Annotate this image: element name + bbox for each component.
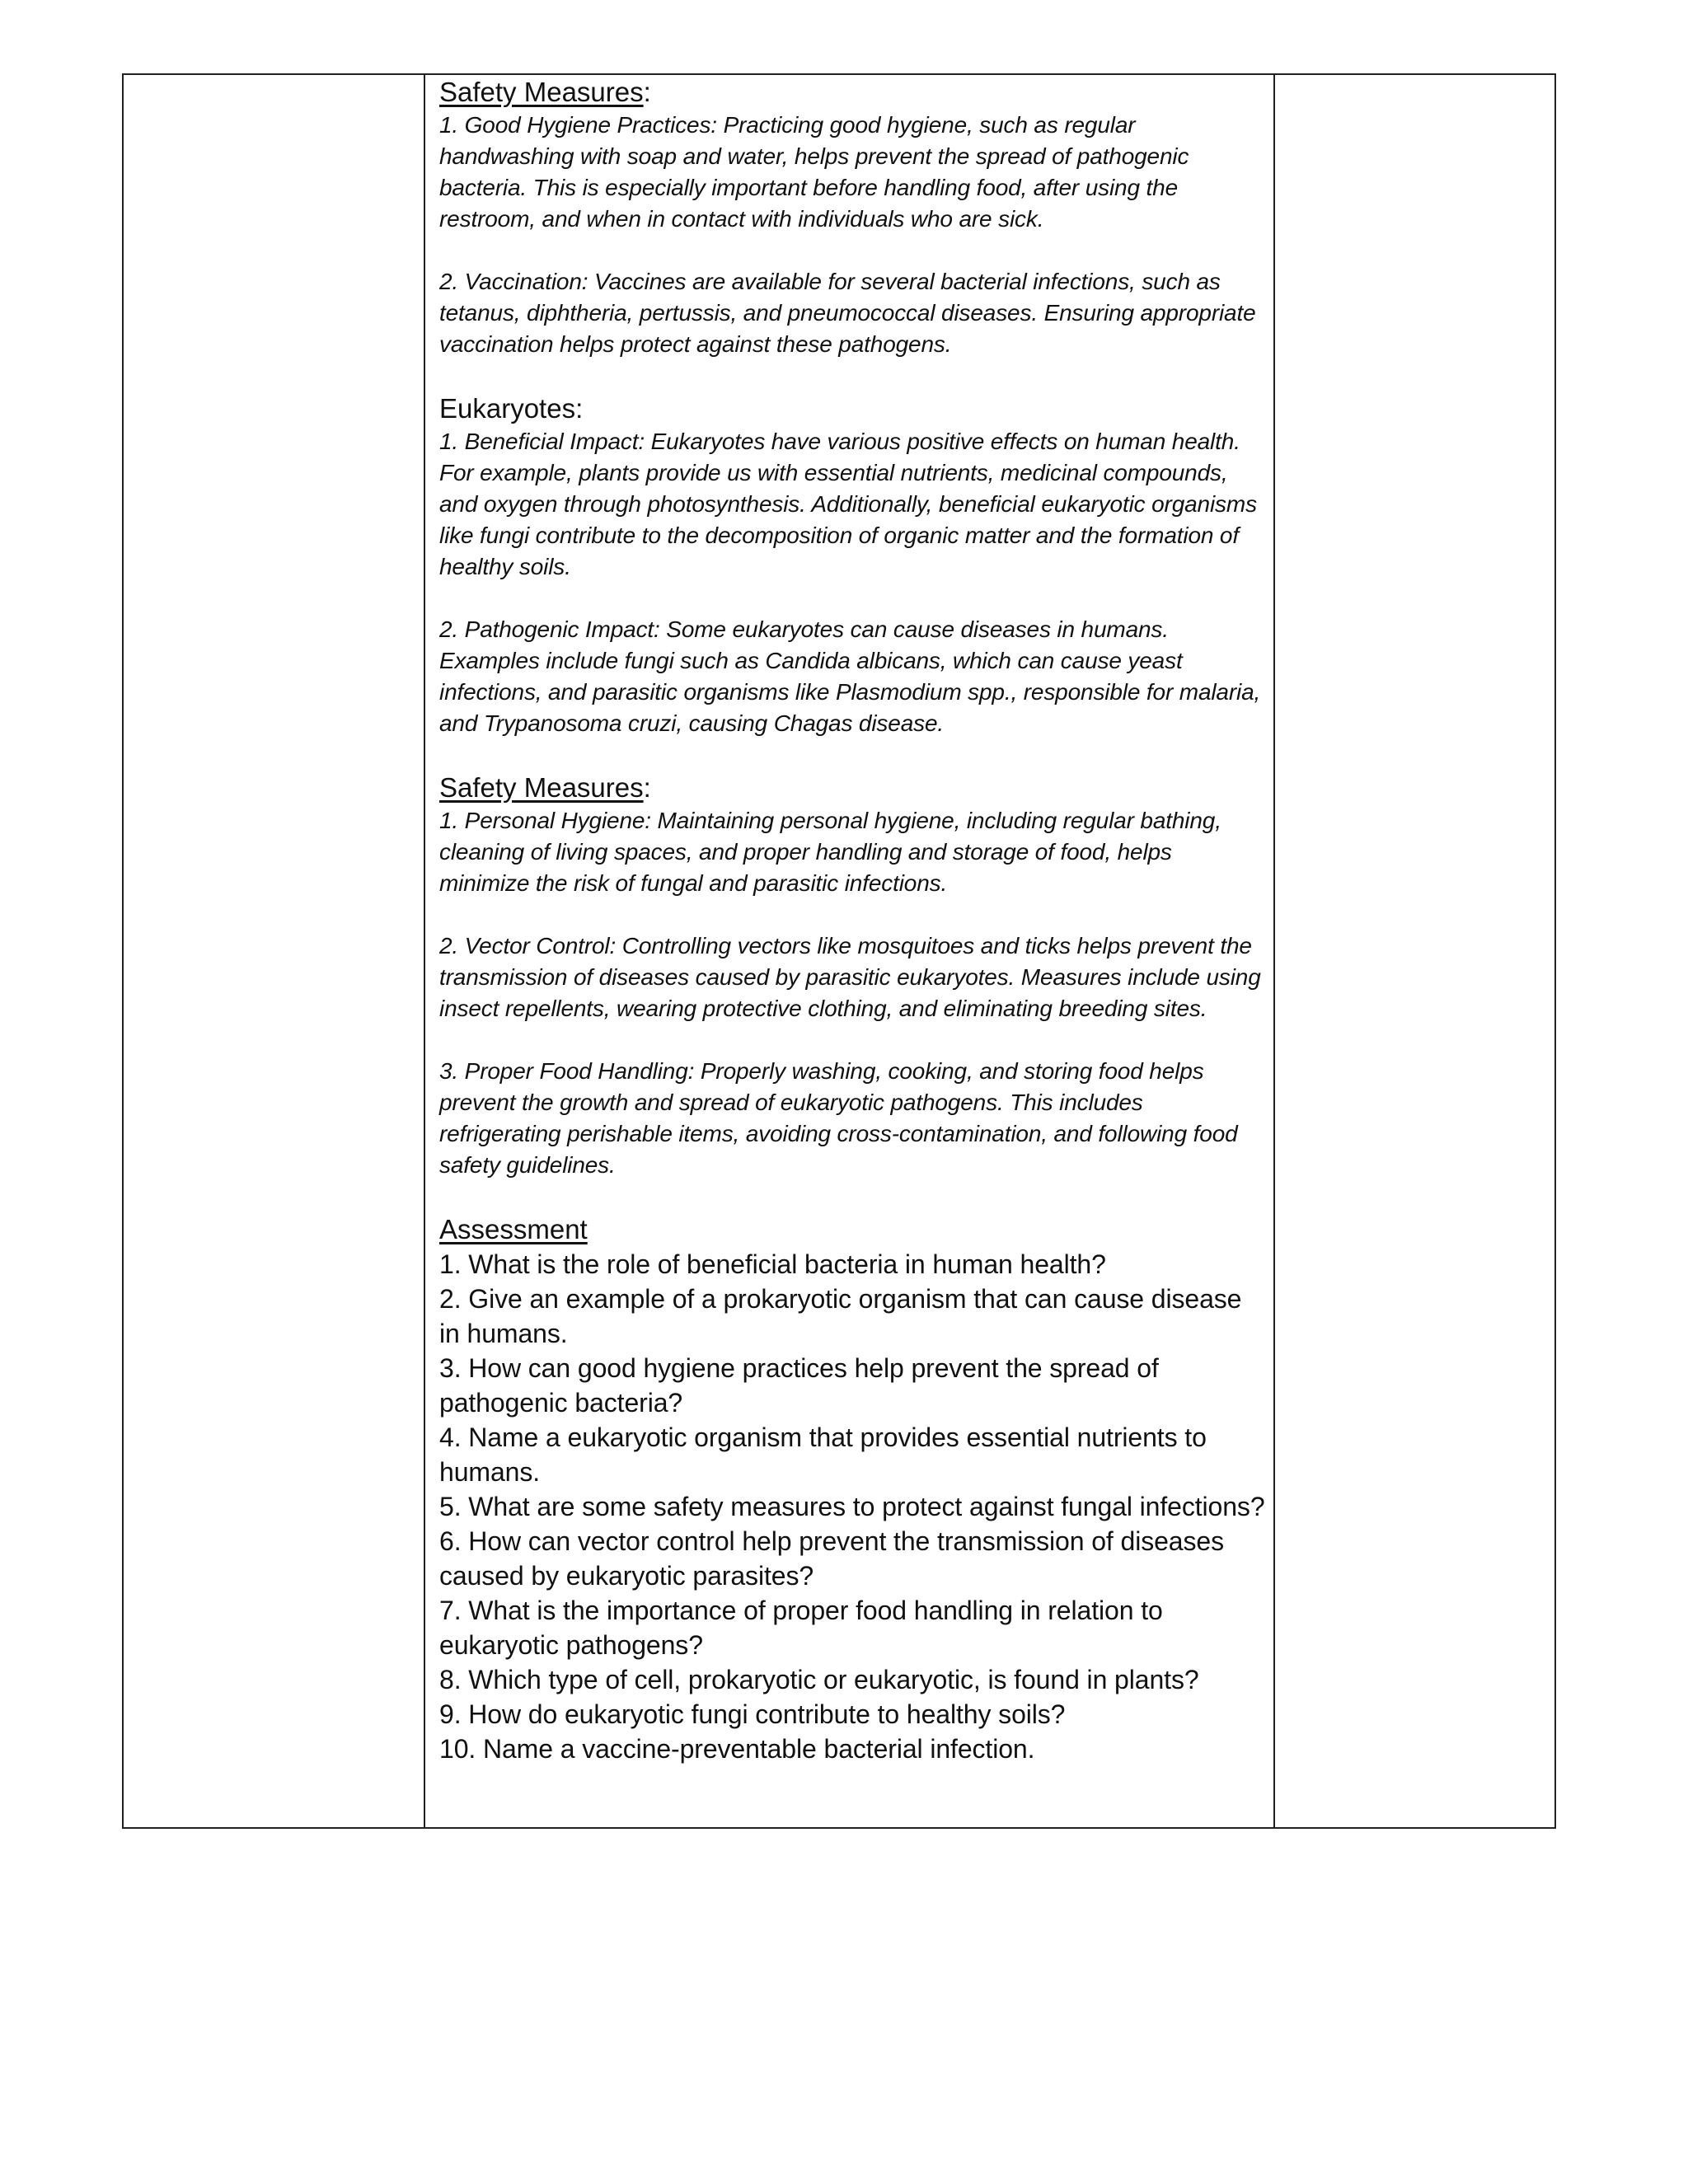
assessment-question: 7. What is the importance of proper food handling in relation to eukaryotic pathogens?	[439, 1596, 1163, 1660]
spacer	[439, 360, 1268, 391]
eukaryote-safety-heading	[439, 771, 1268, 805]
spacer	[439, 1024, 1268, 1056]
bacteria-safety-heading	[439, 75, 1268, 110]
spacer	[439, 235, 1268, 266]
assessment-question: 5. What are some safety measures to protect against fungal infections?	[439, 1492, 1265, 1521]
assessment-question: 10. Name a vaccine-preventable bacterial infection.	[439, 1734, 1035, 1764]
spacer	[439, 1181, 1268, 1212]
table-content-column	[425, 75, 1275, 1827]
assessment-question: 3. How can good hygiene practices help prevent the spread of pathogenic bacteria?	[439, 1353, 1159, 1418]
assessment-heading-text: Assessment	[439, 1214, 588, 1244]
eukaryotes-heading: Eukaryotes:	[439, 393, 584, 424]
eukaryote-safety-item-personal-hygiene: 1. Personal Hygiene: Maintaining personal hygiene, including regular bathing, cleaning of living spaces, and proper handling and storage of food, helps minimize the risk of fungal and parasitic infections.	[439, 808, 1221, 896]
lesson-table	[122, 73, 1556, 1829]
assessment-question: 1. What is the role of beneficial bacteria in human health?	[439, 1249, 1106, 1279]
table-left-column	[124, 75, 425, 1827]
bacteria-safety-item-vaccination: 2. Vaccination: Vaccines are available for several bacterial infections, such as tetanus, diphtheria, pertussis, and pneumococcal diseases. Ensuring appropriate vaccination helps protect against these pathogens.	[439, 269, 1256, 357]
spacer	[439, 739, 1268, 771]
eukaryote-safety-item-vector-control: 2. Vector Control: Controlling vectors like mosquitoes and ticks helps prevent the transmission of diseases caused by parasitic eukaryotes. Measures include using insect repellents, wearing protective clothing, and eliminating breeding sites.	[439, 933, 1261, 1021]
eukaryote-safety-heading-colon: :	[643, 772, 651, 803]
eukaryotes-item-pathogenic: 2. Pathogenic Impact: Some eukaryotes can cause diseases in humans. Examples include fungi such as Candida albicans, which can cause yeast infections, and parasitic organisms like Plasmodium spp., responsible for malaria, and Trypanosoma cruzi, causing Chagas disease.	[439, 616, 1261, 736]
assessment-question: 8. Which type of cell, prokaryotic or eukaryotic, is found in plants?	[439, 1665, 1199, 1694]
assessment-question-list	[439, 1247, 1268, 1766]
spacer	[439, 899, 1268, 930]
spacer	[439, 583, 1268, 614]
assessment-question: 9. How do eukaryotic fungi contribute to healthy soils?	[439, 1699, 1066, 1729]
assessment-question: 2. Give an example of a prokaryotic organism that can cause disease in humans.	[439, 1284, 1242, 1348]
eukaryote-safety-heading-text: Safety Measures	[439, 772, 644, 803]
bacteria-safety-item-hygiene: 1. Good Hygiene Practices: Practicing good hygiene, such as regular handwashing with soap and water, helps prevent the spread of pathogenic bacteria. This is especially important before handling food, after using the restroom, and when in contact with individuals who are sick.	[439, 112, 1189, 232]
eukaryotes-item-beneficial: 1. Beneficial Impact: Eukaryotes have various positive effects on human health. For example, plants provide us with essential nutrients, medicinal compounds, and oxygen through photosynthesis. Additionally, beneficial eukaryotic organisms like fungi contribute to the decomposition of organic matter and the formation of healthy soils.	[439, 429, 1257, 579]
content-cell	[439, 75, 1268, 1766]
bacteria-safety-heading-text: Safety Measures	[439, 77, 644, 107]
table-right-column	[1275, 75, 1554, 1827]
assessment-question: 4. Name a eukaryotic organism that provides essential nutrients to humans.	[439, 1422, 1207, 1487]
assessment-question: 6. How can vector control help prevent the transmission of diseases caused by eukaryotic parasites?	[439, 1526, 1225, 1591]
bacteria-safety-heading-colon: :	[643, 77, 651, 107]
assessment-heading	[439, 1212, 1268, 1247]
eukaryote-safety-item-food-handling: 3. Proper Food Handling: Properly washing, cooking, and storing food helps prevent the growth and spread of eukaryotic pathogens. This includes refrigerating perishable items, avoiding cross-contamination, and following food safety guidelines.	[439, 1058, 1238, 1178]
